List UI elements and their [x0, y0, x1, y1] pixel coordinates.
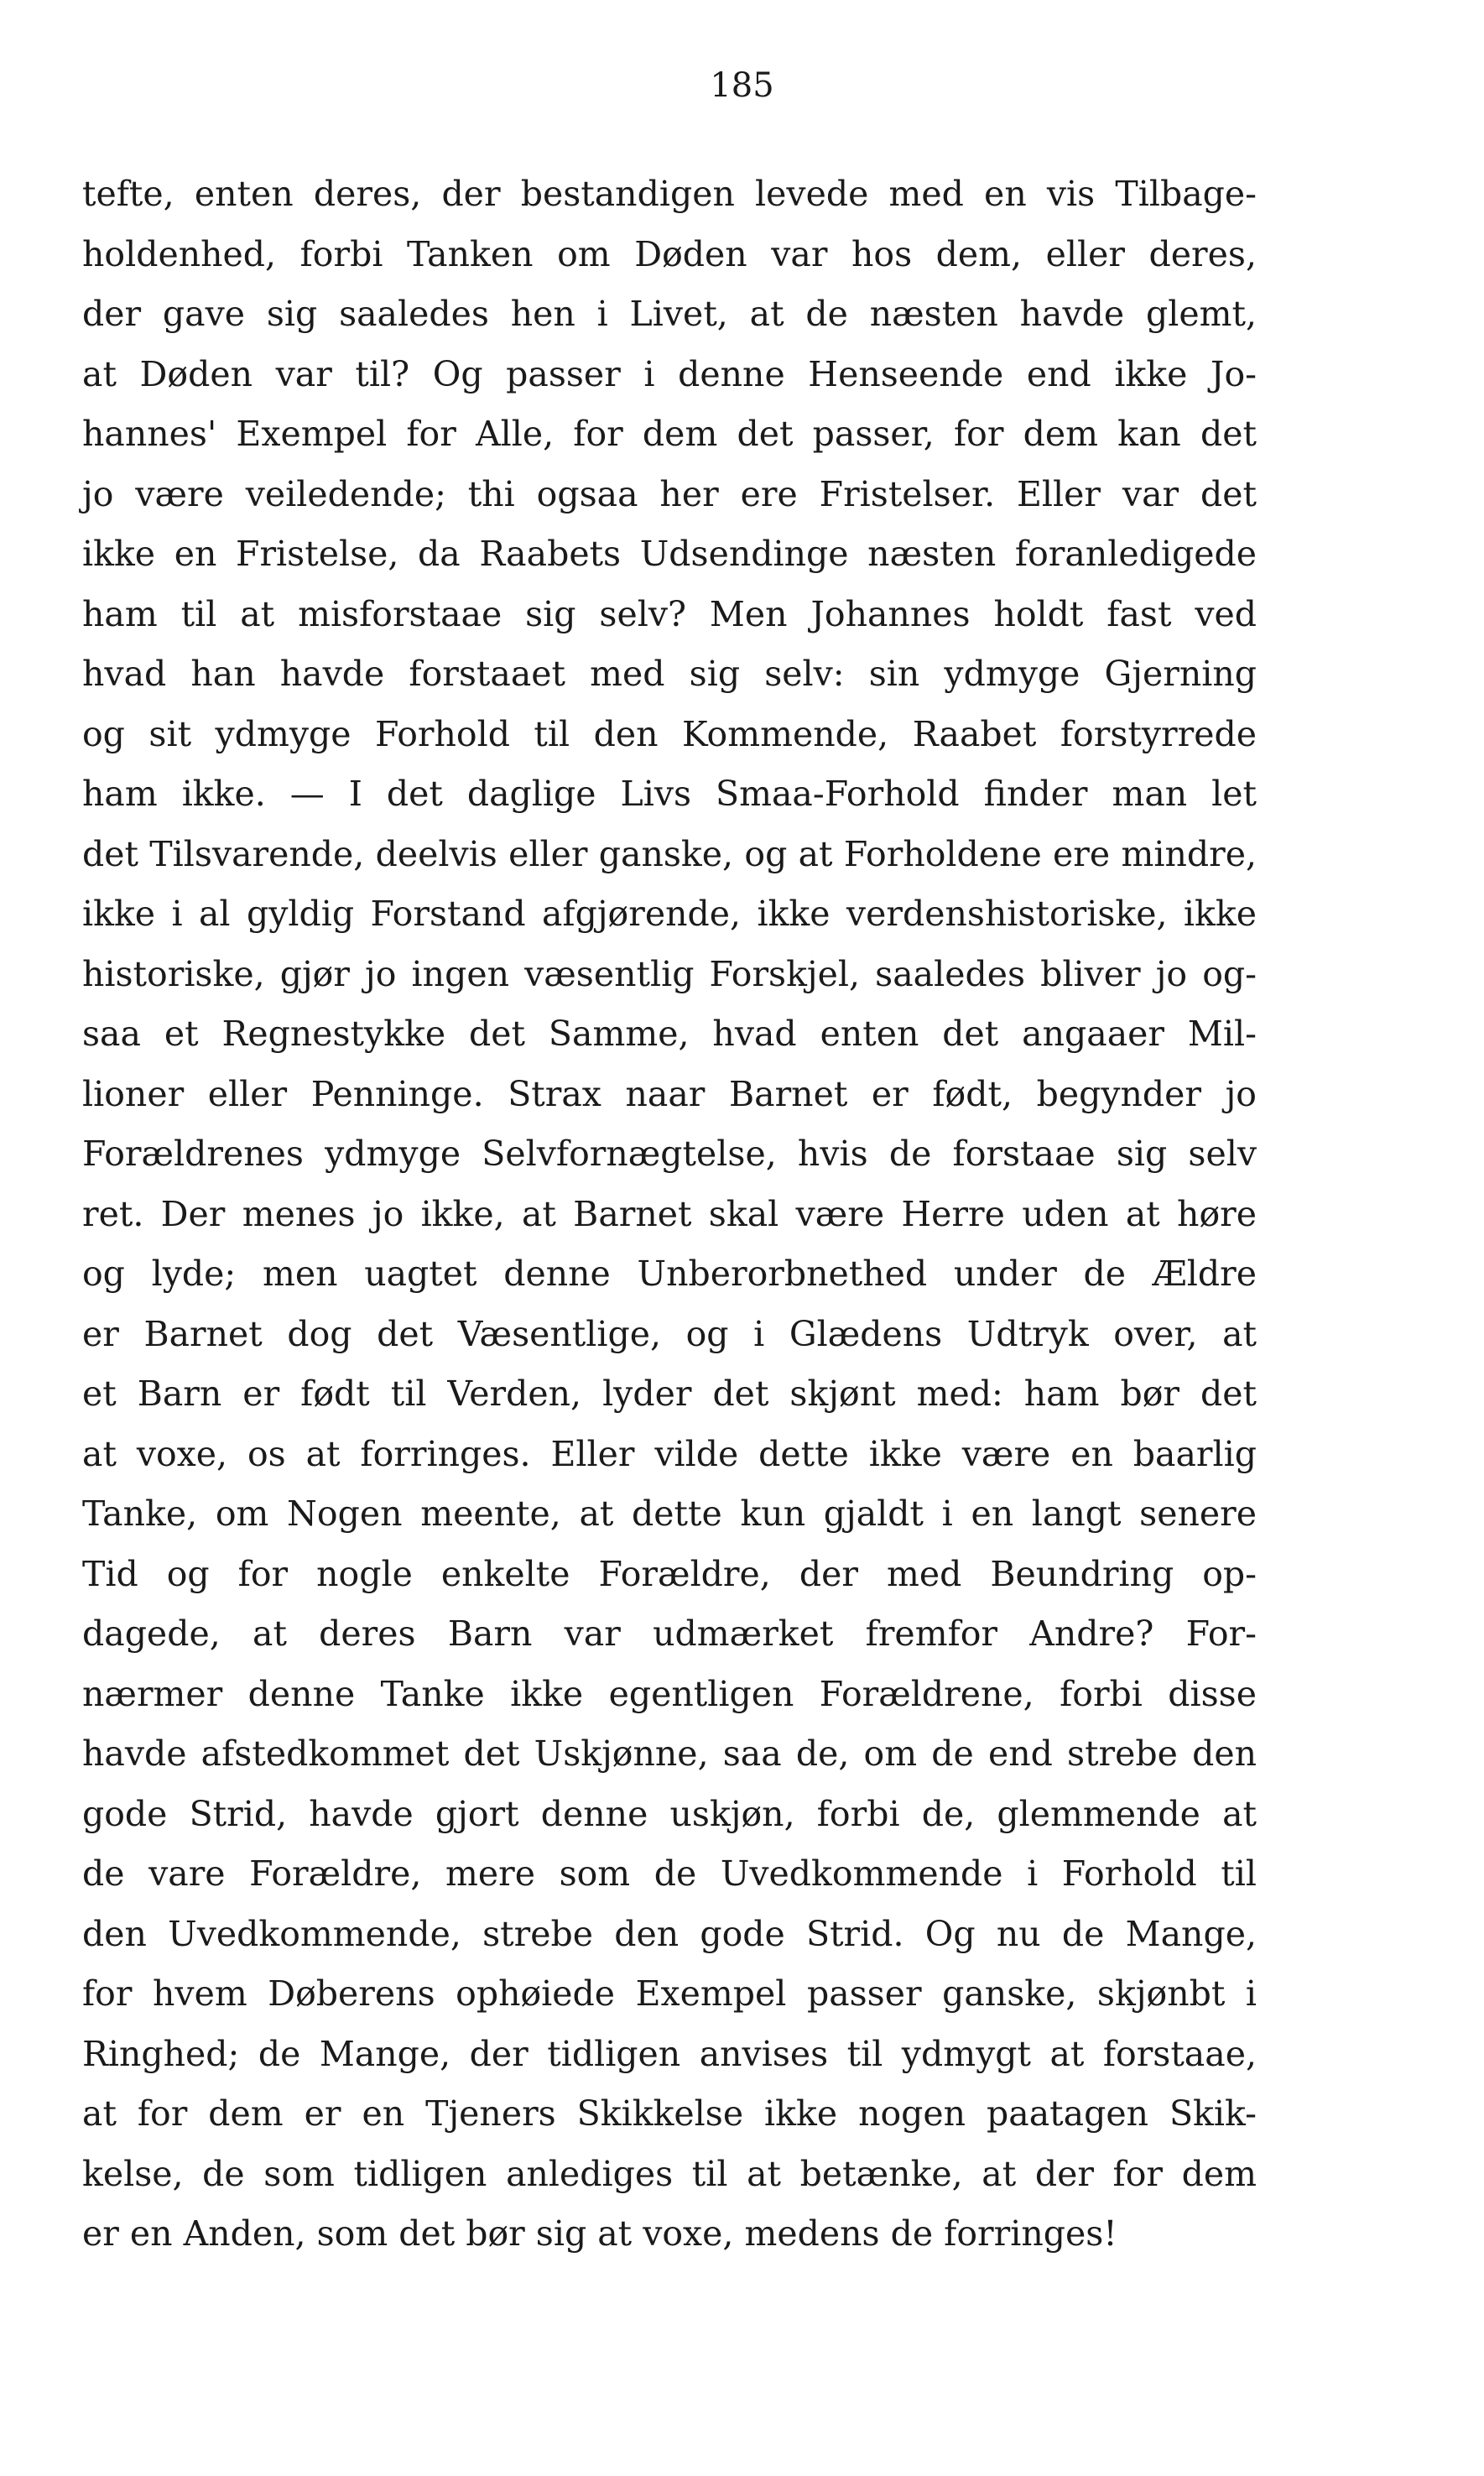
text-line: hannes' Exempel for Alle, for dem det passer, for dem kan det — [82, 414, 1257, 454]
text-line: gode Strid, havde gjort denne uskjøn, forbi de, glemmende at — [82, 1793, 1257, 1834]
text-line: ikke en Fristelse, da Raabets Udsendinge næsten foranledigede — [82, 534, 1257, 574]
text-line: Tid og for nogle enkelte Forældre, der med Beundring op- — [82, 1553, 1257, 1594]
text-line: Ringhed; de Mange, der tidligen anvises til ydmygt at forstaae, — [82, 2033, 1257, 2074]
page-number: 185 — [710, 66, 774, 105]
text-line: Tanke, om Nogen meente, at dette kun gjaldt i en langt senere — [82, 1493, 1257, 1534]
text-line: tefte, enten deres, der bestandigen levede med en vis Tilbage- — [82, 174, 1257, 214]
text-line: et Barn er født til Verden, lyder det skjønt med: ham bør det — [82, 1374, 1257, 1414]
text-line: det Tilsvarende, deelvis eller ganske, og at Forholdene ere mindre, — [82, 833, 1257, 874]
text-line: havde afstedkommet det Uskjønne, saa de, om de end strebe den — [82, 1733, 1257, 1774]
text-line: at for dem er en Tjeners Skikkelse ikke nogen paatagen Skik- — [82, 2093, 1257, 2134]
body-text — [82, 164, 1257, 2265]
text-line: ikke i al gyldig Forstand afgjørende, ikke verdenshistoriske, ikke — [82, 894, 1257, 934]
text-line: at Døden var til? Og passer i denne Henseende end ikke Jo- — [82, 353, 1257, 394]
text-line: der gave sig saaledes hen i Livet, at de næsten havde glemt, — [82, 294, 1257, 334]
text-line: er en Anden, som det bør sig at voxe, medens de forringes! — [82, 2213, 1117, 2254]
text-line: og lyde; men uagtet denne Unberorbnethed under de Ældre — [82, 1254, 1257, 1294]
text-line: lioner eller Penninge. Strax naar Barnet er født, begynder jo — [82, 1073, 1257, 1114]
text-line: for hvem Døberens ophøiede Exempel passer ganske, skjønbt i — [82, 1973, 1257, 2014]
text-line: Forældrenes ydmyge Selvfornægtelse, hvis de forstaae sig selv — [82, 1134, 1257, 1174]
text-line: og sit ydmyge Forhold til den Kommende, Raabet forstyrrede — [82, 713, 1257, 754]
text-line: er Barnet dog det Væsentlige, og i Glædens Udtryk over, at — [82, 1313, 1257, 1354]
text-line: jo være veiledende; thi ogsaa her ere Fristelser. Eller var det — [82, 473, 1257, 514]
text-line: at voxe, os at forringes. Eller vilde dette ikke være en baarlig — [82, 1433, 1257, 1474]
text-line: den Uvedkommende, strebe den gode Strid. Og nu de Mange, — [82, 1913, 1257, 1954]
text-line: dagede, at deres Barn var udmærket fremfor Andre? For- — [82, 1613, 1257, 1654]
text-line: de vare Forældre, mere som de Uvedkommende i Forhold til — [82, 1853, 1257, 1894]
text-line: hvad han havde forstaaet med sig selv: sin ydmyge Gjerning — [82, 654, 1257, 694]
text-line: kelse, de som tidligen anlediges til at betænke, at der for dem — [82, 2153, 1257, 2194]
text-line: ret. Der menes jo ikke, at Barnet skal være Herre uden at høre — [82, 1193, 1257, 1234]
text-line: saa et Regnestykke det Samme, hvad enten det angaaer Mil- — [82, 1014, 1257, 1054]
text-line: nærmer denne Tanke ikke egentligen Forældrene, forbi disse — [82, 1673, 1257, 1714]
text-line: ham ikke. — I det daglige Livs Smaa-Forhold finder man let — [82, 774, 1257, 814]
text-line: historiske, gjør jo ingen væsentlig Forskjel, saaledes bliver jo og- — [82, 953, 1257, 994]
text-line: ham til at misforstaae sig selv? Men Johannes holdt fast ved — [82, 593, 1257, 634]
text-line: holdenhed, forbi Tanken om Døden var hos dem, eller deres, — [82, 233, 1257, 274]
